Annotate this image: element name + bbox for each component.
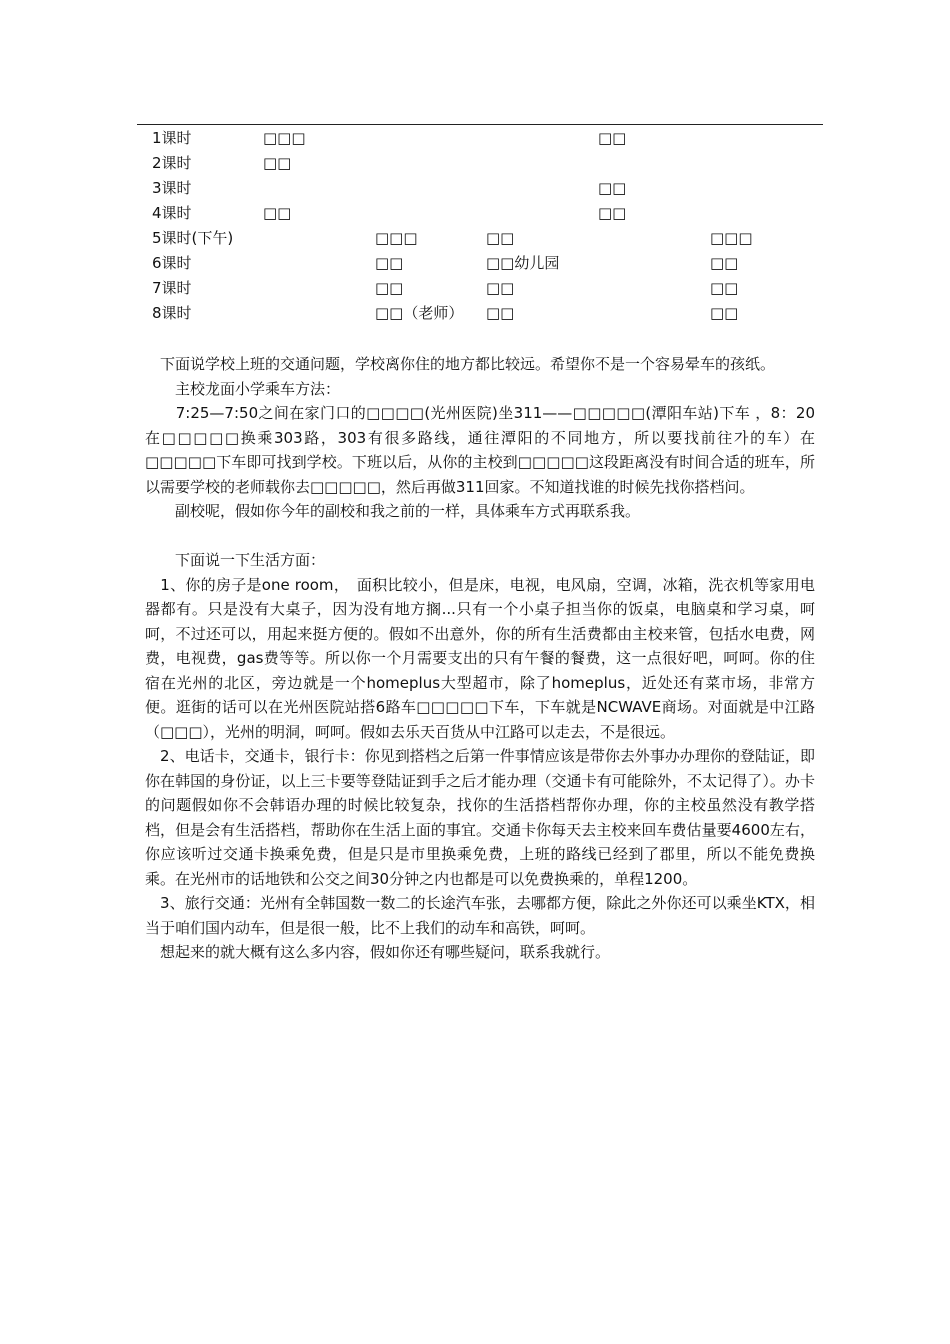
class-cell: □□ <box>263 154 292 172</box>
class-cell: □□□ <box>375 229 418 247</box>
period-cell: 5课时(下午) <box>152 229 234 247</box>
paragraph-cards: 2、电话卡，交通卡，银行卡：你见到搭档之后第一件事情应该是带你去外事办办理你的登陆证，即你在韩国的身份证，以上三卡要等登陆证到手之后才能办理（交通卡有可能除外，不太记得了）。办卡的问题假如你不会韩语办理的时候比较复杂，找你的生活搭档帮你办理，你的主校虽然没有教学搭档，但是会有生活搭档，帮助你在生活上面的事宜。交通卡你每天去主校来回车费估量要4600左右，你应该听过交通卡换乘免费，但是只是市里换乘免费，上班的路线已经到了郡里，所以不能免费换乘。在光州市的话地铁和公交之间30分钟之内也都是可以免费换乘的，单程1200。 <box>145 747 815 888</box>
class-cell: □□ <box>598 179 627 197</box>
period-cell: 1课时 <box>152 129 192 147</box>
class-cell: □□ <box>598 204 627 222</box>
paragraph-housing: 1、你的房子是one room， 面积比较小，但是床，电视，电风扇，空调，冰箱，洗衣机等家用电器都有。只是没有大桌子，因为没有地方搁...只有一个小桌子担当你的饭桌，电脑桌和学习桌，呵呵，不过还可以，用起来挺方便的。假如不出意外，你的所有生活费都由主校来管，包括水电费，网费，电视费，gas费等等。所以你一个月需要支出的只有午餐的餐费，这一点很好吧，呵呵。你的住宿在光州的北区，旁边就是一个homeplus大型超市，除了homeplus，近处还有菜市场，非常方便。逛街的话可以在光州医院站搭6路车□□□□□下车，下车就是NCWAVE商场。对面就是中江路（□□□），光州的明洞，呵呵。假如去乐天百货从中江路可以走去，不是很远。 <box>145 575 815 741</box>
class-cell: □□幼儿园 <box>486 254 560 272</box>
period-cell: 7课时 <box>152 279 192 297</box>
class-cell: □□ <box>710 279 739 297</box>
paragraph-living-heading: 下面说一下生活方面： <box>145 551 326 569</box>
paragraph-sub-school: 副校呢，假如你今年的副校和我之前的一样，具体乘车方式再联系我。 <box>145 502 641 520</box>
class-cell: □□ <box>710 304 739 322</box>
paragraph-main-school-route: 7:25—7:50之间在家门口的□□□□(光州医院)坐311——□□□□□(潭阳车站)下车 ，8：20在□□□□□换乘303路，303有很多路线，通往潭阳的不同地方，所以要找前往가的车）在□□□□□下车即可找到学校。下班以后，从你的主校到□□□□□这段距离没有时间合适的班车，所以需要学校的老师载你去□□□□□，然后再做311回家。不知道找谁的时候先找你搭档问。 <box>145 404 815 496</box>
class-cell: □□ <box>263 204 292 222</box>
class-cell: □□ <box>710 254 739 272</box>
class-cell: □□（老师） <box>375 304 464 322</box>
period-cell: 4课时 <box>152 204 192 222</box>
paragraph-main-school-heading: 主校龙面小学乘车方法： <box>145 379 341 398</box>
paragraph-closing: 想起来的就大概有这么多内容，假如你还有哪些疑问，联系我就行。 <box>145 943 611 961</box>
class-cell: □□□ <box>710 229 753 247</box>
paragraph-commute-intro: 下面说学校上班的交通问题，学校离你住的地方都比较远。希望你不是一个容易晕车的孩纸。 <box>145 355 776 373</box>
class-cell: □□ <box>375 279 404 297</box>
period-cell: 2课时 <box>152 154 192 172</box>
table-top-rule <box>137 124 823 125</box>
class-cell: □□ <box>486 304 515 322</box>
document-body <box>145 352 815 965</box>
blank-line <box>145 524 815 549</box>
class-cell: □□ <box>486 229 515 247</box>
period-cell: 8课时 <box>152 304 192 322</box>
period-cell: 3课时 <box>152 179 192 197</box>
class-cell: □□□ <box>263 129 306 147</box>
period-cell: 6课时 <box>152 254 192 272</box>
class-cell: □□ <box>598 129 627 147</box>
paragraph-travel: 3、旅行交通：光州有全韩国数一数二的长途汽车张，去哪都方便，除此之外你还可以乘坐KTX，相当于咱们国内动车，但是很一般，比不上我们的动车和高铁，呵呵。 <box>145 894 815 937</box>
class-cell: □□ <box>486 279 515 297</box>
class-cell: □□ <box>375 254 404 272</box>
